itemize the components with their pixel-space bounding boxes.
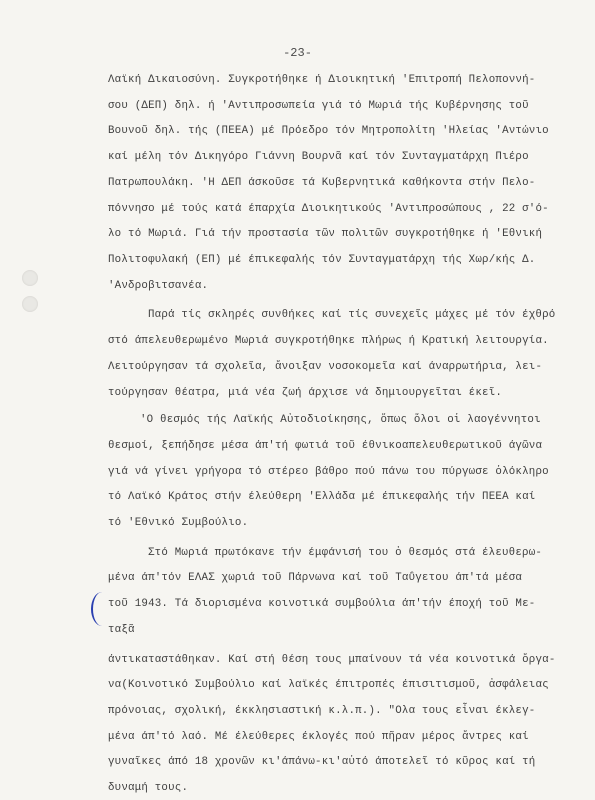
- text-line: 'Ανδροβιτσανέα.: [108, 279, 209, 292]
- text-line: Βουνοῦ δηλ. τής (ΠΕΕΑ) μέ Πρόεδρο τόν Μητροπολίτη 'Ηλείας 'Αντώνιο: [108, 125, 549, 138]
- text-line: μένα άπ'τό λαό. Μέ έλεύθερες έκλογές πού πῆραν μέρος ἄντρες καί: [108, 730, 529, 743]
- text-line: άντικαταστάθηκαν. Καί στή θέση τους μπαίνουν τά νέα κοινοτικά ὄργα-: [108, 653, 556, 666]
- text-line: γιά νά γίνει γρήγορα τό στέρεο βάθρο πού πάνω του πύργωσε ὁλόκληρο: [108, 465, 549, 478]
- text-line: Στό Μωριά πρωτόκανε τήν έμφάνισή του ὁ θεσμός στά έλευθερω-: [148, 546, 543, 559]
- text-line: να(Κοινοτικό Συμβούλιο καί λαϊκές έπιτροπές έπισιτισμοῦ, ἀσφάλειας: [108, 679, 549, 692]
- text-line: Λαϊκή Δικαιοσύνη. Συγκροτήθηκε ή Διοικητική 'Επιτροπή Πελοποννή-: [108, 74, 536, 86]
- text-line: δυναμή τους.: [108, 782, 189, 794]
- text-line: τό Λαϊκό Κράτος στήν έλεύθερη 'Ελλάδα μέ έπικεφαλής τήν ΠΕΕΑ καί: [108, 491, 536, 504]
- text-line: θεσμοί, ξεπήδησε μέσα άπ'τή φωτιά τοῦ έθνικοαπελευθερωτικοῦ άγῶνα: [108, 439, 543, 452]
- text-line: στό άπελευθερωμένο Μωριά συγκροτήθηκε πλήρως ή Κρατική λειτουργία.: [108, 335, 549, 348]
- text-line: Λειτούργησαν τά σχολεῖα, ἄνοιξαν νοσοκομεῖα καί άναρρωτήρια, λει-: [108, 360, 543, 373]
- text-line: τό 'Εθνικό Συμβούλιο.: [108, 517, 249, 529]
- text-line: σου (ΔΕΠ) δηλ. ή 'Αντιπροσωπεία γιά τό Μωριά τής Κυβέρνησης τοῦ: [108, 99, 529, 112]
- text-line: πόννησο μέ τούς κατά έπαρχία Διοικητικούς 'Αντιπροσώπους , 22 σ'ό-: [108, 202, 549, 215]
- text-line: τούργησαν θέατρα, μιά νέα ζωή άρχισε νά δημιουργεῖται έκεῖ.: [108, 386, 503, 399]
- text-line: καί μέλη τόν Δικηγόρο Γιάννη Βουρνᾶ καί τόν Συνταγματάρχη Πιέρο: [108, 151, 529, 164]
- text-line: πρόνοιας, σχολική, έκκλησιαστική κ.λ.π.). "Ολα τους εἶναι έκλεγ-: [108, 704, 536, 717]
- punch-hole: [22, 270, 38, 286]
- text-line: Παρά τίς σκληρές συνθήκες καί τίς συνεχεῖς μάχες μέ τόν έχθρό: [148, 309, 556, 322]
- punch-hole: [22, 296, 38, 312]
- page-number: -23-: [283, 46, 312, 60]
- handwritten-bracket-mark: [91, 592, 113, 626]
- text-line: Πολιτοφυλακή (ΕΠ) μέ έπικεφαλής τόν Συνταγματάρχη τής Χωρ/κής Δ.: [108, 254, 536, 266]
- text-line: Πατρωπουλάκη. 'Η ΔΕΠ άσκοῦσε τά Κυβερνητικά καθήκοντα στήν Πελο-: [108, 176, 536, 189]
- text-line: ταξᾶ: [108, 623, 135, 636]
- text-line: 'Ο θεσμός τής Λαϊκής Αὐτοδιοίκησης, ὅπως ὅλοι οἱ λαογέννητοι: [140, 414, 541, 427]
- text-line: λο τό Μωριά. Γιά τήν προστασία τῶν πολιτῶν συγκροτήθηκε ή 'Εθνική: [108, 228, 543, 241]
- text-line: μένα άπ'τόν ΕΛΑΣ χωριά τοῦ Πάρνωνα καί τοῦ Ταΰγετου άπ'τά μέσα: [108, 572, 523, 585]
- text-line: γυναῖκες άπό 18 χρονῶν κι'άπάνω-κι'αὐτό άποτελεῖ τό κῦρος καί τή: [108, 756, 536, 769]
- text-line: τοῦ 1943. Τά διορισμένα κοινοτικά συμβούλια άπ'τήν έποχή τοῦ Με-: [108, 598, 536, 611]
